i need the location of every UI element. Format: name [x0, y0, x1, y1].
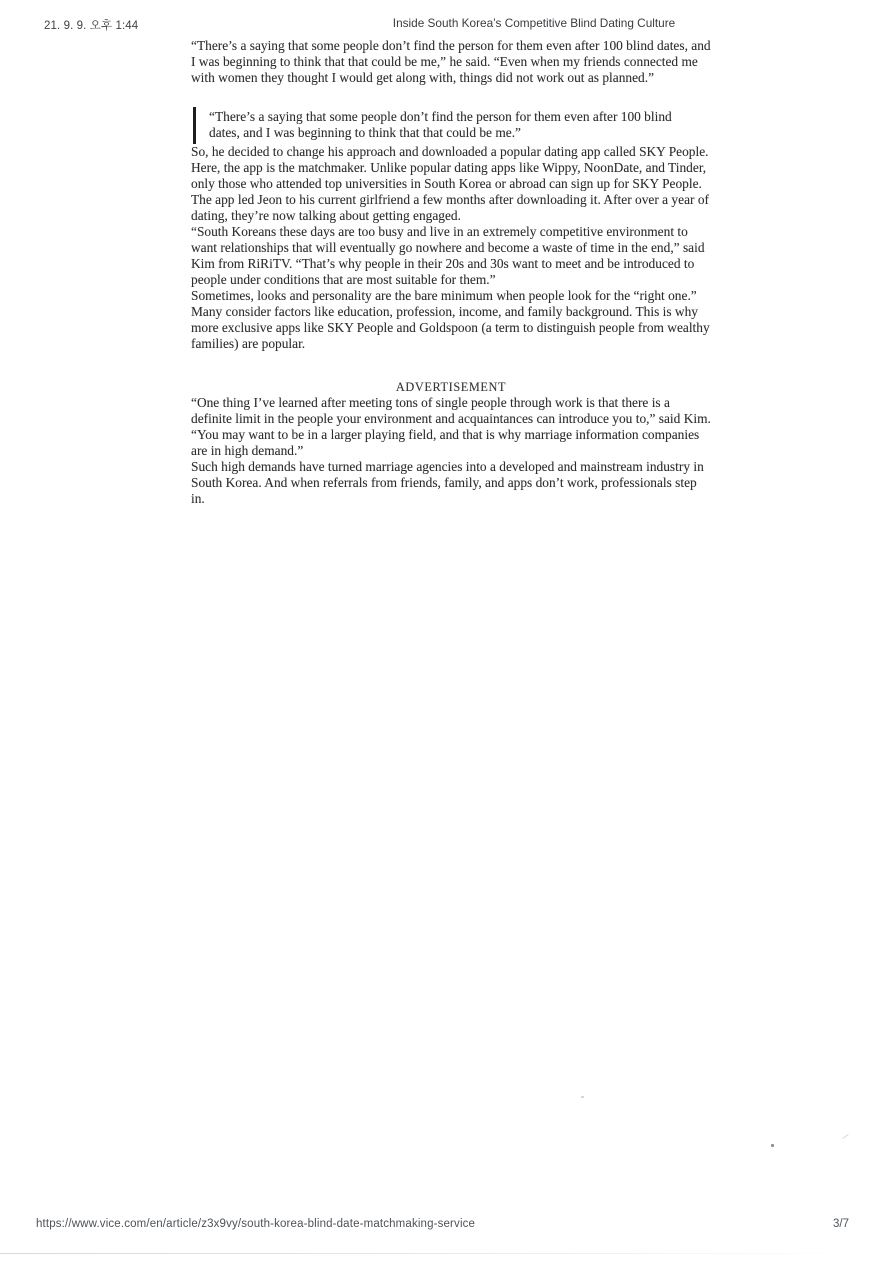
article-paragraph-5: “One thing I’ve learned after meeting tons of single people through work is that there is a definite limit in the people your environment and acquaintances can introduce you to,” said Kim. “You may want to be in a larger playing field, and that is why marriage information companies are in high demand.”	[191, 395, 711, 458]
pull-quote-text: “There’s a saying that some people don’t find the person for them even after 100 blind dates, and I was beginning to think that that could be me.”	[209, 109, 672, 140]
scan-artifact	[581, 1096, 584, 1098]
page-title: Inside South Korea’s Competitive Blind Dating Culture	[392, 16, 676, 30]
scan-edge-line	[0, 1253, 862, 1254]
article-paragraph-2: So, he decided to change his approach and downloaded a popular dating app called SKY People. Here, the app is the matchmaker. Unlike popular dating apps like Wippy, NoonDate, and Tinder, only those who attended top universities in South Korea or abroad can sign up for SKY People. The app led Jeon to his current girlfriend a few months after downloading it. After over a year of dating, they’re now talking about getting engaged.	[191, 144, 709, 223]
article-paragraph-1: “There’s a saying that some people don’t find the person for them even after 100 blind dates, and I was beginning to think that that could be me,” he said. “Even when my friends connected me with women they thought I would get along with, things did not work out as planned.”	[191, 38, 711, 85]
pull-quote	[193, 107, 711, 144]
print-timestamp: 21. 9. 9. 오후 1:44	[44, 20, 139, 32]
article-paragraph-3: “South Koreans these days are too busy and live in an extremely competitive environment to want relationships that will eventually go nowhere and become a waste of time in the end,” said Kim from RiRiTV. “That’s why people in their 20s and 30s want to meet and be introduced to people under conditions that are most suitable for them.”	[191, 224, 705, 287]
advertisement-label: ADVERTISEMENT	[395, 380, 507, 394]
scan-artifact	[771, 1144, 774, 1147]
page-number: 3/7	[833, 1218, 849, 1230]
scan-artifact	[842, 1134, 848, 1139]
article-paragraph-4: Sometimes, looks and personality are the bare minimum when people look for the “right one.” Many consider factors like education, profession, income, and family background. This is why more exclusive apps like SKY People and Goldspoon (a term to distinguish people from wealthy families) are popular.	[191, 288, 710, 351]
article-content	[191, 38, 711, 507]
print-footer	[0, 1214, 893, 1244]
source-url: https://www.vice.com/en/article/z3x9vy/south-korea-blind-date-matchmaking-service	[36, 1218, 476, 1230]
article-paragraph-6: Such high demands have turned marriage agencies into a developed and mainstream industry in South Korea. And when referrals from friends, family, and apps don’t work, professionals step in.	[191, 459, 704, 506]
print-header	[0, 0, 893, 34]
